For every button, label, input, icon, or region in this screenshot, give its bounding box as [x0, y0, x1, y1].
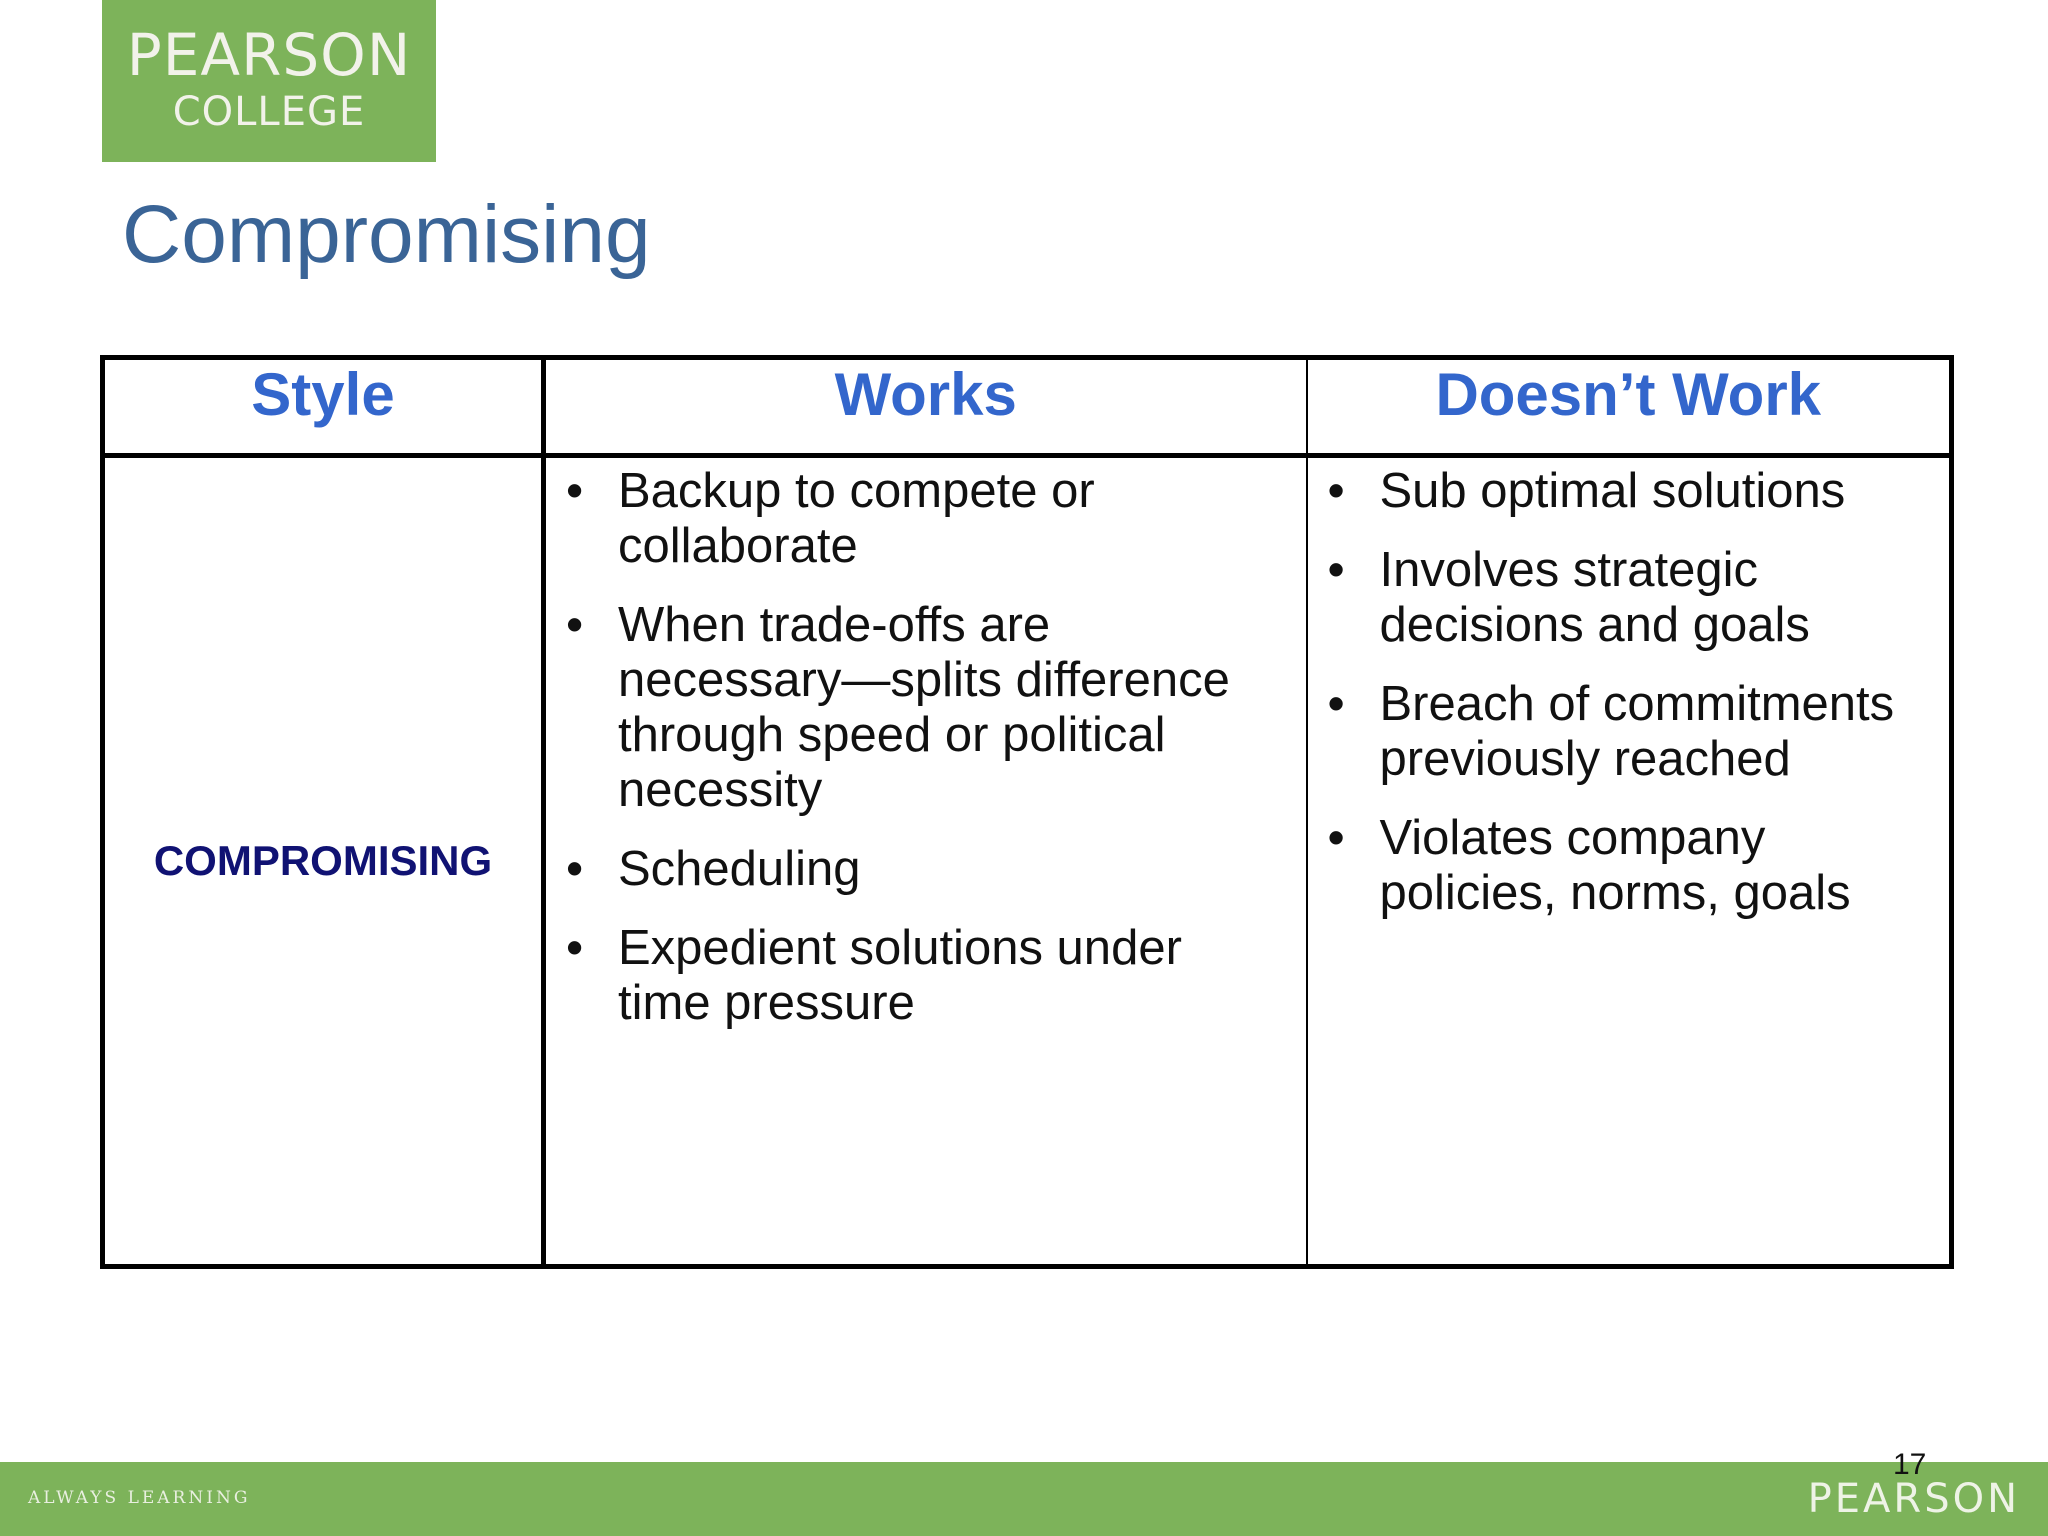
doesnt-work-list	[1308, 458, 1950, 921]
list-item	[566, 842, 1286, 897]
list-item	[566, 464, 1286, 574]
table-row	[103, 456, 1952, 1267]
footer-tagline: ALWAYS LEARNING	[28, 1488, 251, 1508]
doesnt-work-item: Violates company policies, norms, goals	[1379, 811, 1851, 921]
bullet-icon: •	[566, 842, 584, 897]
doesnt-work-item: Breach of commitments previously reached	[1379, 677, 1895, 787]
pearson-college-logo	[102, 0, 436, 162]
table-header-row	[103, 358, 1952, 456]
slide-title: Compromising	[122, 189, 651, 280]
logo-line-1: PEARSON	[126, 21, 412, 89]
header-doesnt-work: Doesn’t Work	[1307, 358, 1952, 456]
bullet-icon: •	[1327, 464, 1345, 519]
header-works: Works	[544, 358, 1307, 456]
works-item: Expedient solutions under time pressure	[618, 921, 1182, 1031]
footer-bar	[0, 1462, 2048, 1536]
list-item	[1328, 543, 1930, 653]
list-item	[1328, 811, 1930, 921]
works-item: Backup to compete or collaborate	[618, 464, 1095, 574]
style-cell	[103, 456, 544, 1267]
list-item	[1328, 464, 1930, 519]
bullet-icon: •	[566, 598, 584, 653]
doesnt-work-item: Sub optimal solutions	[1379, 464, 1846, 519]
comparison-table	[100, 355, 1954, 1269]
header-style: Style	[103, 358, 544, 456]
bullet-icon: •	[1327, 677, 1345, 732]
page-number: 17	[1893, 1448, 1927, 1481]
doesnt-work-item: Involves strategic decisions and goals	[1379, 543, 1810, 653]
works-list	[546, 458, 1306, 1031]
style-label: COMPROMISING	[153, 837, 493, 885]
works-cell	[544, 456, 1307, 1267]
doesnt-work-cell	[1307, 456, 1952, 1267]
bullet-icon: •	[566, 464, 584, 519]
bullet-icon: •	[1327, 543, 1345, 598]
bullet-icon: •	[566, 921, 584, 976]
works-item: Scheduling	[618, 842, 861, 897]
works-item: When trade-offs are necessary—splits difference through speed or political necessity	[618, 598, 1230, 818]
pearson-logo: PEARSON	[1807, 1476, 2020, 1522]
bullet-icon: •	[1327, 811, 1345, 866]
list-item	[1328, 677, 1930, 787]
list-item	[566, 921, 1286, 1031]
logo-line-2: COLLEGE	[172, 89, 366, 135]
list-item	[566, 598, 1286, 818]
